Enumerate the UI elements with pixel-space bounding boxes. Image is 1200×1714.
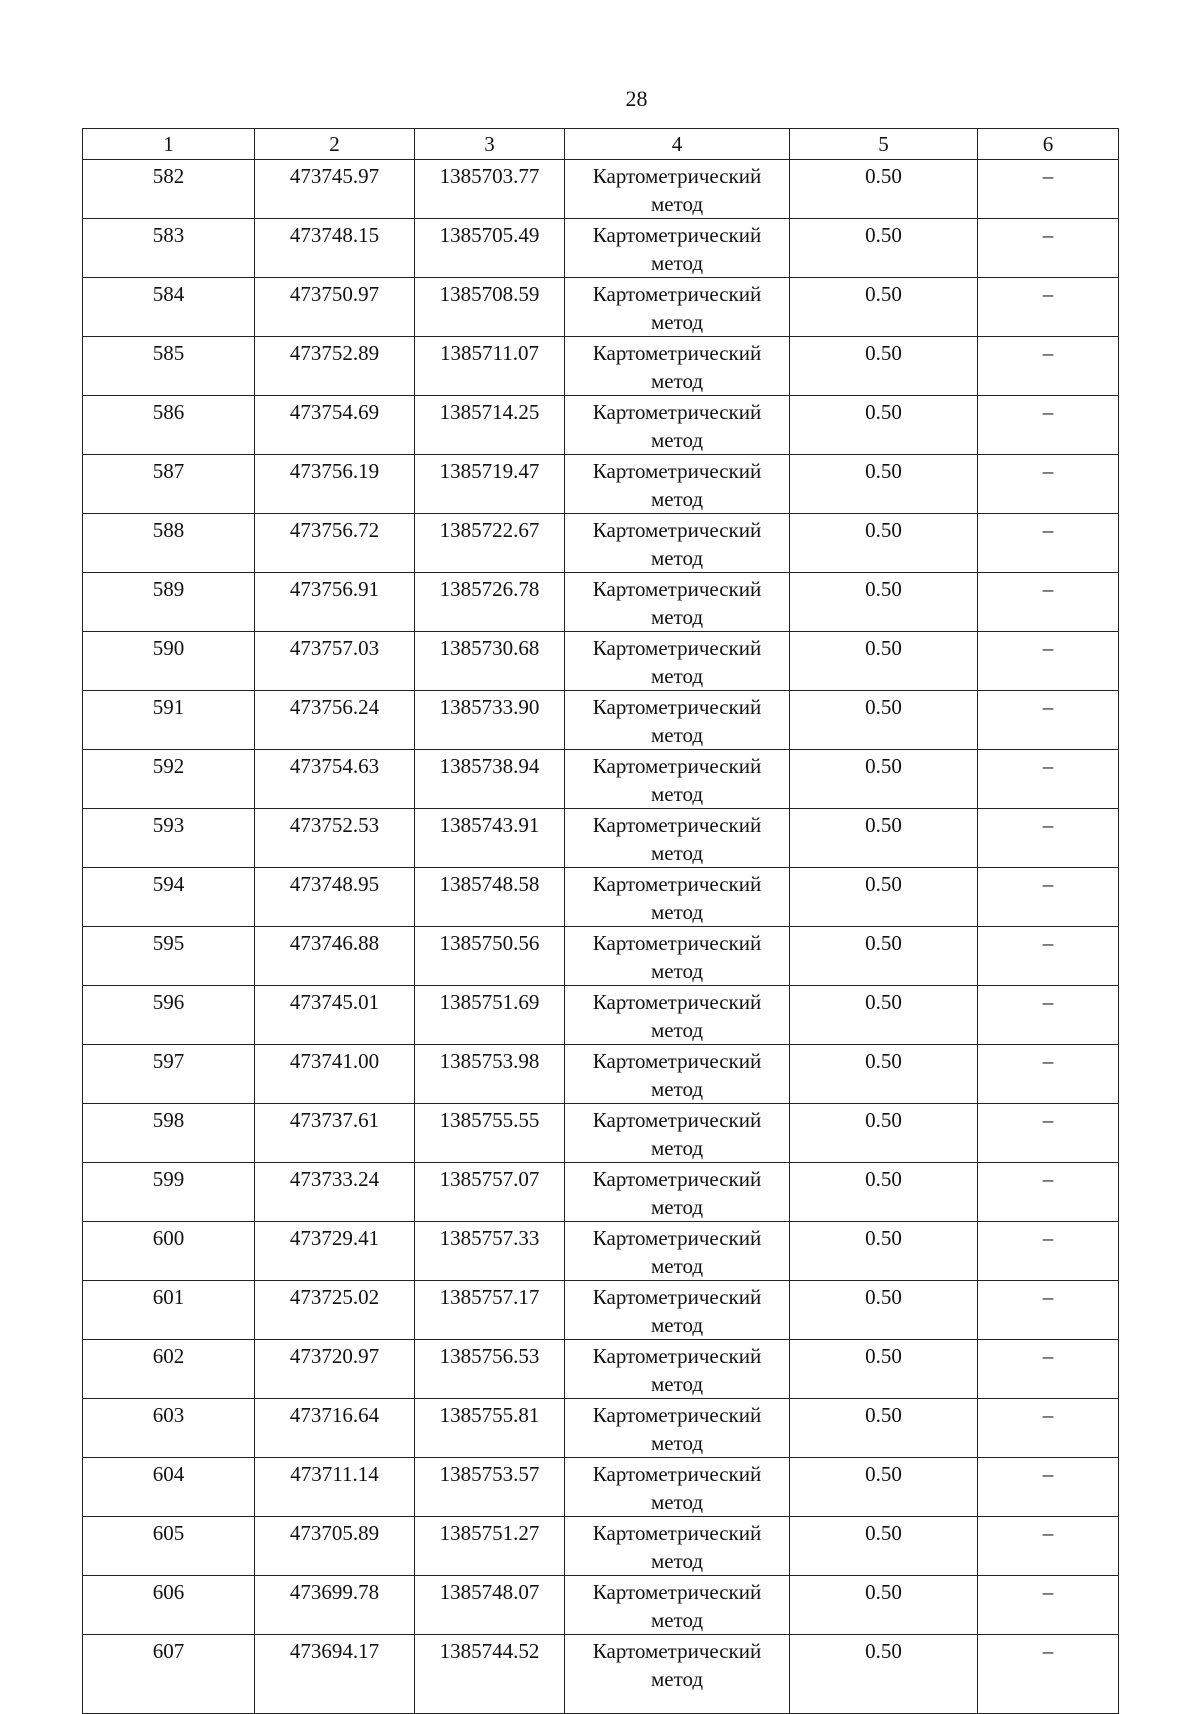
method-cell — [565, 691, 790, 750]
y-coordinate-cell: 1385748.07 — [415, 1576, 565, 1635]
method-line-1: Картометрический — [592, 518, 762, 542]
accuracy-cell: 0.50 — [790, 809, 978, 868]
method-line-2: метод — [650, 723, 704, 747]
table-row — [83, 455, 1119, 514]
accuracy-cell: 0.50 — [790, 278, 978, 337]
method-line-2: метод — [650, 1077, 704, 1101]
note-cell: – — [978, 455, 1119, 514]
header-row — [83, 129, 1119, 160]
note-cell: – — [978, 396, 1119, 455]
table-row — [83, 809, 1119, 868]
method-line-1: Картометрический — [592, 1462, 762, 1486]
x-coordinate-cell: 473748.95 — [255, 868, 415, 927]
y-coordinate-cell: 1385753.57 — [415, 1458, 565, 1517]
point-number-cell: 594 — [83, 868, 255, 927]
method-line-2: метод — [650, 605, 704, 629]
x-coordinate-cell: 473745.01 — [255, 986, 415, 1045]
accuracy-cell: 0.50 — [790, 1517, 978, 1576]
y-coordinate-cell: 1385751.27 — [415, 1517, 565, 1576]
accuracy-cell: 0.50 — [790, 927, 978, 986]
accuracy-cell: 0.50 — [790, 219, 978, 278]
note-cell: – — [978, 1222, 1119, 1281]
method-cell — [565, 1635, 790, 1714]
note-cell: – — [978, 1576, 1119, 1635]
method-line-2: метод — [650, 1313, 704, 1337]
note-cell: – — [978, 1399, 1119, 1458]
y-coordinate-cell: 1385757.33 — [415, 1222, 565, 1281]
x-coordinate-cell: 473754.63 — [255, 750, 415, 809]
method-cell — [565, 396, 790, 455]
x-coordinate-cell: 473750.97 — [255, 278, 415, 337]
y-coordinate-cell: 1385703.77 — [415, 160, 565, 219]
x-coordinate-cell: 473756.72 — [255, 514, 415, 573]
note-cell: – — [978, 514, 1119, 573]
method-line-1: Картометрический — [592, 872, 762, 896]
x-coordinate-cell: 473729.41 — [255, 1222, 415, 1281]
x-coordinate-cell: 473720.97 — [255, 1340, 415, 1399]
accuracy-cell: 0.50 — [790, 691, 978, 750]
method-line-1: Картометрический — [592, 931, 762, 955]
method-line-2: метод — [650, 900, 704, 924]
table-row — [83, 1045, 1119, 1104]
accuracy-cell: 0.50 — [790, 1222, 978, 1281]
accuracy-cell: 0.50 — [790, 573, 978, 632]
method-cell — [565, 1222, 790, 1281]
note-cell: – — [978, 809, 1119, 868]
method-line-2: метод — [650, 310, 704, 334]
x-coordinate-cell: 473752.89 — [255, 337, 415, 396]
table-row — [83, 573, 1119, 632]
point-number-cell: 589 — [83, 573, 255, 632]
method-line-2: метод — [650, 1254, 704, 1278]
point-number-cell: 606 — [83, 1576, 255, 1635]
note-cell: – — [978, 750, 1119, 809]
method-cell — [565, 1576, 790, 1635]
y-coordinate-cell: 1385705.49 — [415, 219, 565, 278]
note-cell: – — [978, 337, 1119, 396]
table-row — [83, 1163, 1119, 1222]
method-line-1: Картометрический — [592, 282, 762, 306]
point-number-cell: 587 — [83, 455, 255, 514]
method-cell — [565, 868, 790, 927]
table-row — [83, 1399, 1119, 1458]
accuracy-cell: 0.50 — [790, 1399, 978, 1458]
accuracy-cell: 0.50 — [790, 1045, 978, 1104]
method-line-2: метод — [650, 192, 704, 216]
y-coordinate-cell: 1385751.69 — [415, 986, 565, 1045]
method-cell — [565, 1104, 790, 1163]
point-number-cell: 584 — [83, 278, 255, 337]
method-cell — [565, 986, 790, 1045]
method-line-2: метод — [650, 1667, 704, 1691]
method-cell — [565, 160, 790, 219]
point-number-cell: 585 — [83, 337, 255, 396]
method-cell — [565, 809, 790, 868]
method-line-1: Картометрический — [592, 223, 762, 247]
point-number-cell: 602 — [83, 1340, 255, 1399]
note-cell: – — [978, 1635, 1119, 1714]
point-number-cell: 607 — [83, 1635, 255, 1714]
method-cell — [565, 514, 790, 573]
point-number-cell: 600 — [83, 1222, 255, 1281]
table-row — [83, 1104, 1119, 1163]
y-coordinate-cell: 1385714.25 — [415, 396, 565, 455]
accuracy-cell: 0.50 — [790, 1458, 978, 1517]
method-line-1: Картометрический — [592, 341, 762, 365]
coordinates-table — [82, 128, 1119, 1714]
page-number: 28 — [625, 86, 648, 111]
y-coordinate-cell: 1385711.07 — [415, 337, 565, 396]
note-cell: – — [978, 219, 1119, 278]
table-row — [83, 986, 1119, 1045]
col-6-header: 6 — [978, 129, 1119, 160]
y-coordinate-cell: 1385708.59 — [415, 278, 565, 337]
accuracy-cell: 0.50 — [790, 868, 978, 927]
method-line-1: Картометрический — [592, 754, 762, 778]
method-cell — [565, 573, 790, 632]
method-line-2: метод — [650, 841, 704, 865]
method-line-2: метод — [650, 1490, 704, 1514]
x-coordinate-cell: 473745.97 — [255, 160, 415, 219]
method-line-1: Картометрический — [592, 1226, 762, 1250]
point-number-cell: 592 — [83, 750, 255, 809]
accuracy-cell: 0.50 — [790, 396, 978, 455]
y-coordinate-cell: 1385757.17 — [415, 1281, 565, 1340]
point-number-cell: 596 — [83, 986, 255, 1045]
x-coordinate-cell: 473752.53 — [255, 809, 415, 868]
y-coordinate-cell: 1385756.53 — [415, 1340, 565, 1399]
y-coordinate-cell: 1385738.94 — [415, 750, 565, 809]
y-coordinate-cell: 1385750.56 — [415, 927, 565, 986]
method-line-1: Картометрический — [592, 1521, 762, 1545]
note-cell: – — [978, 160, 1119, 219]
table-row — [83, 927, 1119, 986]
y-coordinate-cell: 1385753.98 — [415, 1045, 565, 1104]
accuracy-cell: 0.50 — [790, 1163, 978, 1222]
accuracy-cell: 0.50 — [790, 750, 978, 809]
table-row — [83, 1517, 1119, 1576]
method-line-2: метод — [650, 782, 704, 806]
method-cell — [565, 1163, 790, 1222]
y-coordinate-cell: 1385733.90 — [415, 691, 565, 750]
y-coordinate-cell: 1385755.81 — [415, 1399, 565, 1458]
y-coordinate-cell: 1385722.67 — [415, 514, 565, 573]
accuracy-cell: 0.50 — [790, 160, 978, 219]
method-line-2: метод — [650, 959, 704, 983]
col-5-header: 5 — [790, 129, 978, 160]
method-cell — [565, 750, 790, 809]
table-row — [83, 1222, 1119, 1281]
method-line-2: метод — [650, 546, 704, 570]
x-coordinate-cell: 473756.24 — [255, 691, 415, 750]
table-row — [83, 1576, 1119, 1635]
x-coordinate-cell: 473725.02 — [255, 1281, 415, 1340]
method-line-2: метод — [650, 487, 704, 511]
note-cell: – — [978, 1281, 1119, 1340]
x-coordinate-cell: 473748.15 — [255, 219, 415, 278]
table-row — [83, 868, 1119, 927]
method-line-1: Картометрический — [592, 577, 762, 601]
point-number-cell: 605 — [83, 1517, 255, 1576]
method-cell — [565, 1281, 790, 1340]
method-cell — [565, 455, 790, 514]
point-number-cell: 582 — [83, 160, 255, 219]
table-row — [83, 160, 1119, 219]
table-body — [83, 160, 1119, 1714]
y-coordinate-cell: 1385757.07 — [415, 1163, 565, 1222]
x-coordinate-cell: 473694.17 — [255, 1635, 415, 1714]
x-coordinate-cell: 473741.00 — [255, 1045, 415, 1104]
method-line-2: метод — [650, 1195, 704, 1219]
note-cell: – — [978, 927, 1119, 986]
note-cell: – — [978, 1045, 1119, 1104]
method-line-1: Картометрический — [592, 695, 762, 719]
method-line-1: Картометрический — [592, 1639, 762, 1663]
y-coordinate-cell: 1385743.91 — [415, 809, 565, 868]
table-row — [83, 1635, 1119, 1714]
x-coordinate-cell: 473756.19 — [255, 455, 415, 514]
method-line-2: метод — [650, 428, 704, 452]
accuracy-cell: 0.50 — [790, 632, 978, 691]
method-line-1: Картометрический — [592, 1580, 762, 1604]
point-number-cell: 603 — [83, 1399, 255, 1458]
method-cell — [565, 1517, 790, 1576]
method-line-1: Картометрический — [592, 813, 762, 837]
accuracy-cell: 0.50 — [790, 337, 978, 396]
col-2-header: 2 — [255, 129, 415, 160]
note-cell: – — [978, 1517, 1119, 1576]
point-number-cell: 590 — [83, 632, 255, 691]
col-4-header: 4 — [565, 129, 790, 160]
x-coordinate-cell: 473737.61 — [255, 1104, 415, 1163]
point-number-cell: 583 — [83, 219, 255, 278]
method-line-1: Картометрический — [592, 164, 762, 188]
accuracy-cell: 0.50 — [790, 455, 978, 514]
x-coordinate-cell: 473756.91 — [255, 573, 415, 632]
method-line-2: метод — [650, 1372, 704, 1396]
table-row — [83, 278, 1119, 337]
method-cell — [565, 927, 790, 986]
method-line-2: метод — [650, 1431, 704, 1455]
accuracy-cell: 0.50 — [790, 1104, 978, 1163]
method-cell — [565, 632, 790, 691]
accuracy-cell: 0.50 — [790, 1635, 978, 1714]
table-row — [83, 632, 1119, 691]
x-coordinate-cell: 473754.69 — [255, 396, 415, 455]
y-coordinate-cell: 1385730.68 — [415, 632, 565, 691]
point-number-cell: 598 — [83, 1104, 255, 1163]
method-line-1: Картометрический — [592, 1108, 762, 1132]
point-number-cell: 588 — [83, 514, 255, 573]
note-cell: – — [978, 691, 1119, 750]
accuracy-cell: 0.50 — [790, 1281, 978, 1340]
method-line-1: Картометрический — [592, 459, 762, 483]
method-line-1: Картометрический — [592, 636, 762, 660]
table-row — [83, 1340, 1119, 1399]
x-coordinate-cell: 473733.24 — [255, 1163, 415, 1222]
method-line-1: Картометрический — [592, 1285, 762, 1309]
method-line-2: метод — [650, 664, 704, 688]
method-line-2: метод — [650, 369, 704, 393]
method-cell — [565, 1458, 790, 1517]
x-coordinate-cell: 473716.64 — [255, 1399, 415, 1458]
point-number-cell: 597 — [83, 1045, 255, 1104]
x-coordinate-cell: 473757.03 — [255, 632, 415, 691]
col-3-header: 3 — [415, 129, 565, 160]
method-line-1: Картометрический — [592, 1344, 762, 1368]
note-cell: – — [978, 632, 1119, 691]
accuracy-cell: 0.50 — [790, 1340, 978, 1399]
method-line-1: Картометрический — [592, 990, 762, 1014]
y-coordinate-cell: 1385719.47 — [415, 455, 565, 514]
table-row — [83, 1458, 1119, 1517]
col-1-header: 1 — [83, 129, 255, 160]
table-row — [83, 337, 1119, 396]
method-cell — [565, 337, 790, 396]
y-coordinate-cell: 1385744.52 — [415, 1635, 565, 1714]
accuracy-cell: 0.50 — [790, 1576, 978, 1635]
table-row — [83, 750, 1119, 809]
method-line-1: Картометрический — [592, 1167, 762, 1191]
method-line-1: Картометрический — [592, 1049, 762, 1073]
point-number-cell: 604 — [83, 1458, 255, 1517]
point-number-cell: 593 — [83, 809, 255, 868]
method-line-2: метод — [650, 1136, 704, 1160]
note-cell: – — [978, 986, 1119, 1045]
x-coordinate-cell: 473746.88 — [255, 927, 415, 986]
y-coordinate-cell: 1385726.78 — [415, 573, 565, 632]
method-cell — [565, 1045, 790, 1104]
note-cell: – — [978, 868, 1119, 927]
method-line-1: Картометрический — [592, 1403, 762, 1427]
method-line-2: метод — [650, 1608, 704, 1632]
note-cell: – — [978, 1163, 1119, 1222]
method-line-2: метод — [650, 1018, 704, 1042]
point-number-cell: 595 — [83, 927, 255, 986]
method-cell — [565, 1399, 790, 1458]
point-number-cell: 599 — [83, 1163, 255, 1222]
method-line-2: метод — [650, 251, 704, 275]
point-number-cell: 591 — [83, 691, 255, 750]
method-cell — [565, 1340, 790, 1399]
table-row — [83, 219, 1119, 278]
table-row — [83, 396, 1119, 455]
table-row — [83, 691, 1119, 750]
table-row — [83, 1281, 1119, 1340]
note-cell: – — [978, 1458, 1119, 1517]
note-cell: – — [978, 1104, 1119, 1163]
table-row — [83, 514, 1119, 573]
y-coordinate-cell: 1385755.55 — [415, 1104, 565, 1163]
note-cell: – — [978, 1340, 1119, 1399]
y-coordinate-cell: 1385748.58 — [415, 868, 565, 927]
note-cell: – — [978, 573, 1119, 632]
x-coordinate-cell: 473699.78 — [255, 1576, 415, 1635]
method-line-1: Картометрический — [592, 400, 762, 424]
x-coordinate-cell: 473711.14 — [255, 1458, 415, 1517]
point-number-cell: 601 — [83, 1281, 255, 1340]
method-cell — [565, 219, 790, 278]
accuracy-cell: 0.50 — [790, 986, 978, 1045]
point-number-cell: 586 — [83, 396, 255, 455]
note-cell: – — [978, 278, 1119, 337]
accuracy-cell: 0.50 — [790, 514, 978, 573]
table-header — [83, 129, 1119, 160]
method-line-2: метод — [650, 1549, 704, 1573]
x-coordinate-cell: 473705.89 — [255, 1517, 415, 1576]
method-cell — [565, 278, 790, 337]
